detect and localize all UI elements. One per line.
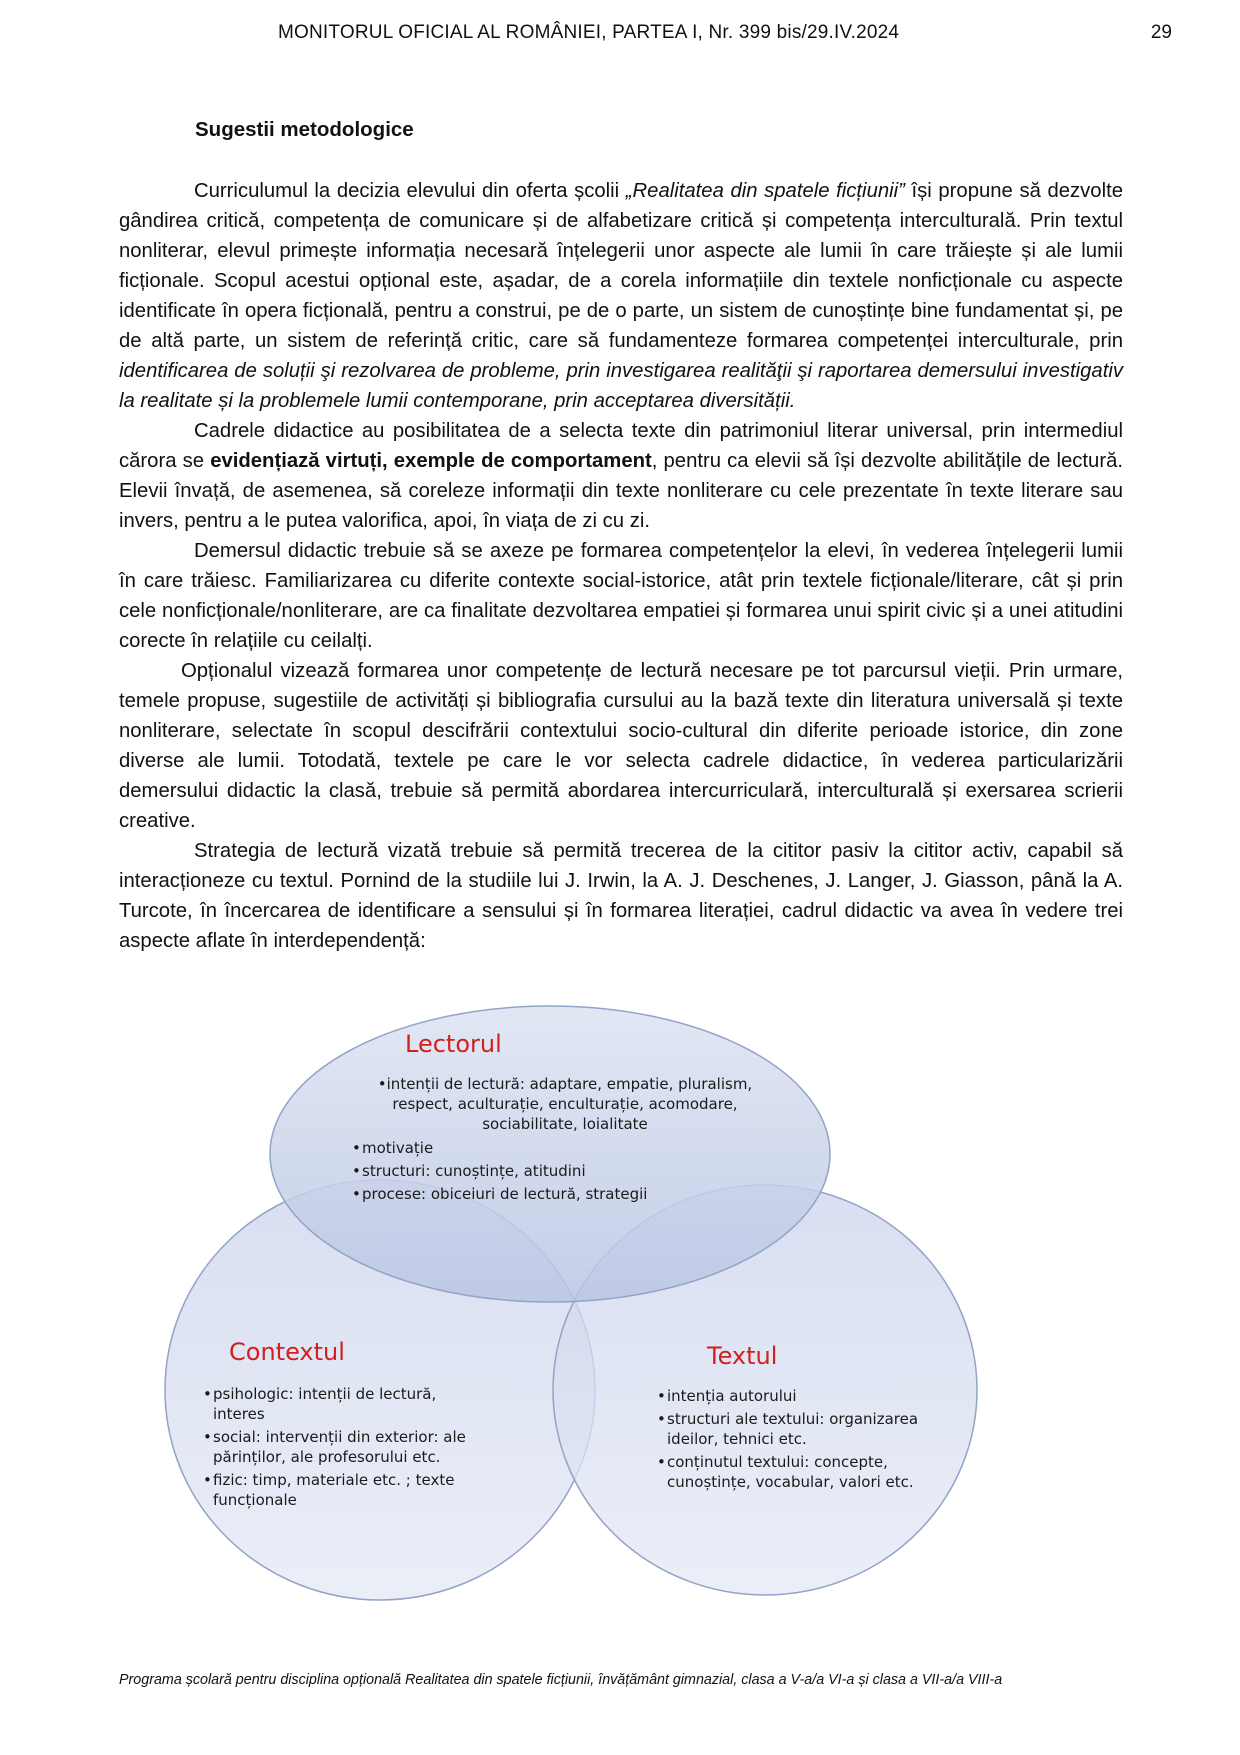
paragraph-1 xyxy=(119,176,1123,416)
textul-item: • intenția autorului xyxy=(657,1386,957,1406)
contextul-title: Contextul xyxy=(229,1338,345,1366)
page-header xyxy=(0,22,1240,52)
body-text xyxy=(119,176,1123,956)
paragraph-5: Strategia de lectură vizată trebuie să permită trecerea de la cititor pasiv la cititor activ, capabil să interacționeze cu textul. Pornind de la studiile lui J. Irwin, la A. J. Deschenes, J. Langer, J. Giasson, până la A. Turcote, în încercarea de identificare a sensului și în formarea literației, cadrul didactic va avea în vedere trei aspecte aflate în interdependență: xyxy=(119,840,1123,952)
page-number: 29 xyxy=(1150,22,1172,43)
lectorul-item: • procese: obiceiuri de lectură, strategii xyxy=(352,1184,732,1204)
header-title: MONITORUL OFICIAL AL ROMÂNIEI, PARTEA I, Nr. 399 bis/29.IV.2024 xyxy=(278,22,900,43)
contextul-list xyxy=(203,1384,473,1513)
lectorul-item: • motivație xyxy=(352,1138,732,1158)
contextul-item: • social: intervenții din exterior: ale părinților, ale profesorului etc. xyxy=(203,1427,473,1467)
textul-list xyxy=(657,1386,957,1495)
page-footer: Programa școlară pentru disciplina opțională Realitatea din spatele ficțiunii, învățământ gimnazial, clasa a V-a/a VI-a și clasa a VII-a/a VIII-a xyxy=(119,1672,1003,1688)
paragraph-2-bold: evidențiază virtuți, exemple de comportament xyxy=(210,450,652,472)
lectorul-first-item: • intenții de lectură: adaptare, empatie, pluralism, respect, aculturație, enculturație, acomodare, sociabilitate, loialitate xyxy=(365,1074,765,1134)
paragraph-1-text-a: Curriculumul la decizia elevului din oferta școlii xyxy=(194,180,626,202)
textul-item: • conținutul textului: concepte, cunoștințe, vocabular, valori etc. xyxy=(657,1452,957,1492)
section-title: Sugestii metodologice xyxy=(195,118,414,141)
paragraph-1-italic-end: identificarea de soluții şi rezolvarea de probleme, prin investigarea realităţii şi raportarea demersului investigativ la realitate și la problemele lumii contemporane, prin acceptarea diversității. xyxy=(119,360,1123,412)
paragraph-4: Opționalul vizează formarea unor competențe de lectură necesare pe tot parcursul vieții. Prin urmare, temele propuse, sugestiile de activități și bibliografia cursului au la bază texte din literatura universală și texte nonliterare, selectate în scopul descifrării contextului socio-cultural din diferite perioade istorice, din zone diverse ale lumii. Totodată, textele pe care le vor selecta cadrele didactice, în vederea particularizării demersului didactic la clasă, trebuie să permită abordarea intercurriculară, interculturală și exersarea scrierii creative. xyxy=(119,660,1123,832)
lectorul-item: • structuri: cunoștințe, atitudini xyxy=(352,1161,732,1181)
contextul-item: • psihologic: intenții de lectură, interes xyxy=(203,1384,473,1424)
lectorul-title: Lectorul xyxy=(405,1030,502,1058)
paragraph-2-text-a: Cadrele didactice au posibilitatea de a selecta texte din patrimoniul literar universal, prin intermediul cărora se xyxy=(119,420,1123,472)
paragraph-2-text-c: , pentru ca elevii să își dezvolte abilitățile de lectură. Elevii învață, de asemenea, să coreleze informații din texte nonliterare cu cele prezentate în texte literare sau invers, pentru a le putea valorifica, apoi, în viața de zi cu zi. xyxy=(119,450,1123,532)
textul-item: • structuri ale textului: organizarea ideilor, tehnici etc. xyxy=(657,1409,957,1449)
venn-diagram xyxy=(0,1000,1240,1650)
paragraph-1-title-italic: „Realitatea din spatele ficțiunii” xyxy=(625,180,905,202)
lectorul-list xyxy=(352,1138,732,1207)
textul-title: Textul xyxy=(707,1342,778,1370)
paragraph-1-text-c: își propune să dezvolte gândirea critică, competența de comunicare și de alfabetizare critică și competența interculturală. Prin textul nonliterar, elevul primește informația necesară înțelegerii unor aspecte ale lumii în care trăiește și ale lumii ficționale. Scopul acestui opțional este, așadar, de a corela informațiile din textele nonficționale cu aspecte identificate în opera ficțională, pentru a construi, pe de o parte, un sistem de cunoștințe bine fundamentat și, pe de altă parte, un sistem de referință critic, care să fundamenteze formarea competenței interculturale, prin xyxy=(119,180,1124,352)
lectorul-first-item-list xyxy=(365,1074,765,1137)
paragraph-3: Demersul didactic trebuie să se axeze pe formarea competențelor la elevi, în vederea înțelegerii lumii în care trăiesc. Familiarizarea cu diferite contexte social-istorice, atât prin textele ficționale/literare, cât și prin cele nonficționale/nonliterare, are ca finalitate dezvoltarea empatiei și formarea unui spirit civic și a unei atitudini corecte în relațiile cu ceilalți. xyxy=(119,540,1123,652)
contextul-item: • fizic: timp, materiale etc. ; texte funcționale xyxy=(203,1470,473,1510)
paragraph-2 xyxy=(119,416,1123,536)
